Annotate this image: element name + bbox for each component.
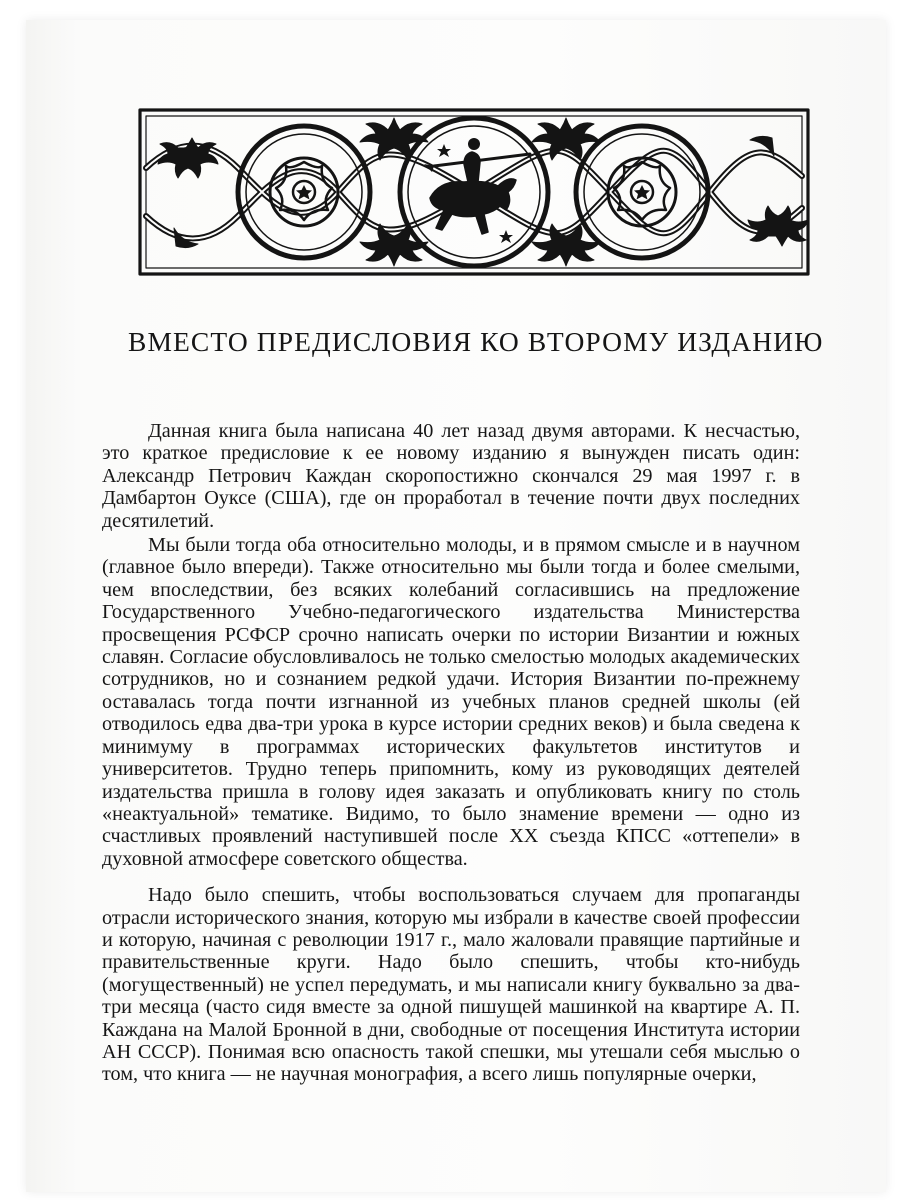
paragraph: Данная книга была написана 40 лет назад двумя авторами. К несчастью, это краткое предисловие к ее новому изданию я вынужден писать один: Александр Петрович Каждан скоропостижно скончался 29 мая 1997 г. в Дамбартон Оуксе (США), где он проработал в течение почти двух последних десятилетий.: [102, 420, 800, 532]
body-text: [102, 420, 800, 1088]
ornamental-headpiece: [138, 108, 810, 276]
paragraph: Надо было спешить, чтобы воспользоваться случаем для пропаганды отрасли исторического знания, которую мы избрали в качестве своей профессии и которую, начиная с революции 1917 г., мало жаловали правящие партийные и правительственные круги. Надо было спешить, чтобы кто-нибудь (могущественный) не успел передумать, и мы написали книгу буквально за два-три месяца (часто сидя вместе за одной пишущей машинкой на квартире А. П. Каждана на Малой Бронной в дни, свободные от посещения Института истории АН СССР). Понимая всю опасность такой спешки, мы утешали себя мыслью о том, что книга — не научная монография, а всего лишь популярные очерки,: [102, 884, 800, 1086]
byzantine-rider-ornament-icon: [138, 108, 810, 276]
paragraph: Мы были тогда оба относительно молоды, и в прямом смысле и в научном (главное было впереди). Также относительно мы были тогда и более смелыми, чем впоследствии, без всяких колебаний согласившись на предложение Государственного Учебно-педагогического издательства Министерства просвещения РСФСР срочно написать очерки по истории Византии и южных славян. Согласие обусловливалось не только смелостью молодых академических сотрудников, но и сознанием редкой удачи. История Византии по-прежнему оставалась тогда почти изгнанной из учебных планов средней школы (ей отводилось едва два-три урока в курсе истории средних веков) и была сведена к минимуму в программах исторических факультетов институтов и университетов. Трудно теперь припомнить, кому из руководящих деятелей издательства пришла в голову идея заказать и опубликовать книгу по столь «неактуальной» тематике. Видимо, то было знамение времени — одно из счастливых проявлений наступившей после XX съезда КПСС «оттепели» в духовной атмосфере советского общества.: [102, 534, 800, 870]
page-title: ВМЕСТО ПРЕДИСЛОВИЯ КО ВТОРОМУ ИЗДАНИЮ: [128, 326, 824, 357]
